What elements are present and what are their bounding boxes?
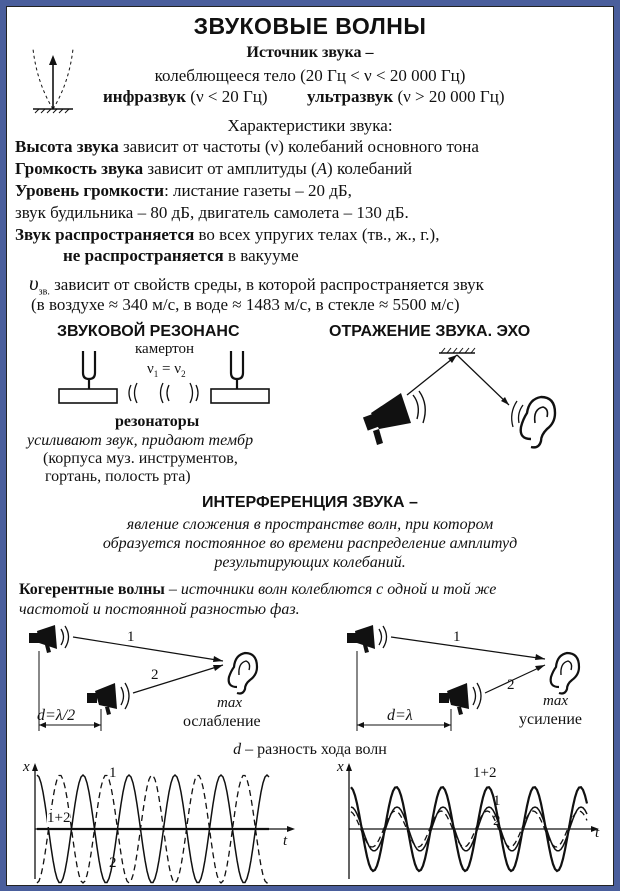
level-line [15,181,352,201]
speaker-1-icon [347,625,387,653]
interference-def-3: результирующих колебаний. [214,554,406,571]
left-graph-label-sum: 1+2 [47,810,71,826]
right-wave-2-label: 2 [507,677,515,693]
speed-subscript: зв. [38,286,50,298]
infrasound-label: инфразвук [103,87,187,106]
characteristics-heading: Характеристики звука: [227,116,393,135]
poster [6,6,614,886]
echo-diagram [351,343,571,453]
propagation-text: во всех упругих телах (тв., ж., г.), [198,225,440,244]
pitch-term: Высота звука [15,137,119,156]
megaphone-icon [363,391,425,445]
level-text: : листание газеты – 20 дБ, [164,181,352,200]
ultrasound-label: ультразвук [307,87,394,106]
speaker-2-icon [87,683,129,715]
interference-heading: ИНТЕРФЕРЕНЦИЯ ЗВУКА – [202,494,418,511]
no-propagation-text: в вакууме [228,246,299,265]
loudness-text-b: ) колебаний [327,159,413,178]
infrasound-range: (ν < 20 Гц) [190,87,268,106]
nu-2: ν [174,361,182,377]
coherent-line-1 [19,581,496,599]
pitch-line [15,137,479,157]
speed-symbol: υ [29,271,39,295]
resonance-diagram [51,343,296,415]
interference-def-2: образуется постоянное во времени распределение амплитуд [102,535,518,552]
resonance-examples-1: (корпуса муз. инструментов, [43,450,238,467]
nu-1: ν [147,361,154,377]
interference-def-1: явление сложения в пространстве волн, при котором [126,516,494,533]
loudness-term: Громкость звука [15,159,144,178]
path-difference-text: – разность хода волн [241,741,387,758]
path-difference-caption [7,741,613,759]
left-graph-label-2: 2 [109,855,117,871]
right-graph-label-sum: 1+2 [473,765,497,781]
left-result-label: ослабление [183,713,261,730]
resonators-label: резонаторы [115,413,200,430]
right-wave-1-label: 1 [453,629,461,645]
propagation-line [15,225,439,245]
equals: = [158,361,175,377]
left-graph-label-1: 1 [109,765,117,781]
loudness-line [15,159,412,179]
source-heading: Источник звука – [246,44,374,61]
amplitude-symbol: A [316,159,328,178]
ear-icon [551,653,579,694]
speed-line [29,271,484,297]
resonance-heading: ЗВУКОВОЙ РЕЗОНАНС [57,323,240,340]
resonance-effect: усиливают звук, придают тембр [27,432,254,449]
coherent-text-1: – источники волн колеблются с одной и той же [164,581,497,598]
path-difference-symbol: d [233,741,242,758]
left-wave-2-label: 2 [151,667,159,683]
right-graph-x-label: x [337,759,344,775]
ear-icon [512,397,555,447]
no-propagation-line [63,246,299,266]
ultrasound-line [307,87,504,107]
right-max-label: max [543,693,568,709]
speaker-1-icon [29,625,69,653]
resonance-examples-2: гортань, полость рта) [45,468,191,485]
left-max-label: max [217,695,242,711]
nu-1-sub: 1 [153,369,159,379]
propagation-term: Звук распространяется [15,225,195,244]
speaker-2-icon [439,683,481,715]
coherent-term: Когерентные волны [19,581,165,598]
level-line-2: звук будильника – 80 дБ, двигатель самолета – 130 дБ. [15,203,409,222]
speed-values: (в воздухе ≈ 340 м/с, в воде ≈ 1483 м/с, в стекле ≈ 5500 м/с) [31,295,460,314]
ultrasound-range: (ν > 20 000 Гц) [397,87,505,106]
pitch-text: зависит от частоты (ν) колебаний основного тона [122,137,479,156]
level-term: Уровень громкости [15,181,165,200]
speed-text: зависит от свойств среды, в которой распространяется звук [54,275,484,294]
infrasound-line [103,87,268,107]
left-distance-label: d=λ/2 [37,707,76,724]
left-graph-t-label: t [283,833,288,849]
right-distance-label: d=λ [387,707,413,724]
ear-icon [229,653,257,694]
loudness-text-a: зависит от амплитуды ( [147,159,317,178]
right-result-label: усиление [519,711,582,728]
nu-2-sub: 2 [181,369,186,379]
source-definition: колеблющееся тело (20 Гц < ν < 20 000 Гц) [154,66,466,85]
reflection-heading: ОТРАЖЕНИЕ ЗВУКА. ЭХО [329,323,531,340]
tuning-fork-label: камертон [135,341,195,357]
right-graph-t-label: t [595,825,600,841]
right-graph-label-2: 2 [493,813,501,829]
left-wave-1-label: 1 [127,629,135,645]
no-propagation-term: не распространяется [63,246,224,265]
left-graph-x-label: x [23,759,30,775]
right-graph-label-1: 1 [493,793,501,809]
coherent-text-2: частотой и постоянной разностью фаз. [19,601,300,618]
page-title: ЗВУКОВЫЕ ВОЛНЫ [193,13,427,39]
